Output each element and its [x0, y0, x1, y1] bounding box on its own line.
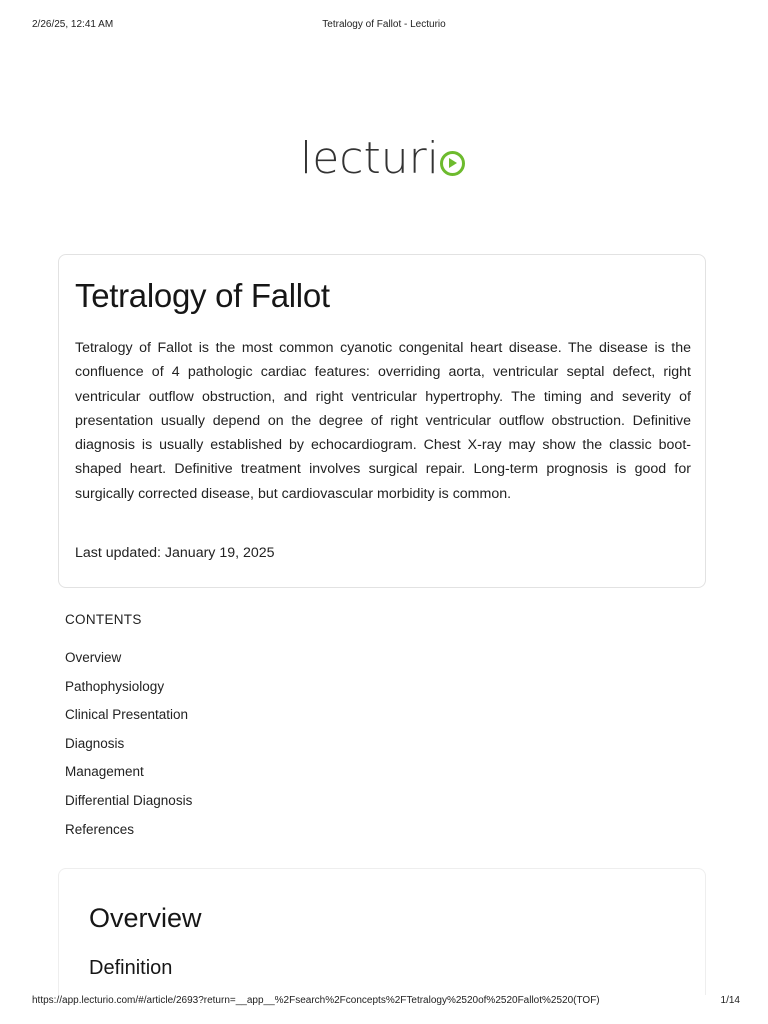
- toc-item-pathophysiology[interactable]: Pathophysiology: [65, 678, 165, 694]
- play-circle-icon: [440, 151, 465, 176]
- toc-item-diagnosis[interactable]: Diagnosis: [65, 735, 125, 751]
- overview-section: [58, 868, 706, 1008]
- toc-item-differential-diagnosis[interactable]: Differential Diagnosis: [65, 792, 193, 808]
- summary-card: [58, 254, 706, 588]
- print-title: Tetralogy of Fallot - Lecturio: [322, 19, 446, 30]
- print-datetime: 2/26/25, 12:41 AM: [32, 19, 114, 30]
- toc-item-references[interactable]: References: [65, 821, 135, 837]
- article-title: Tetralogy of Fallot: [75, 277, 330, 314]
- contents-heading: CONTENTS: [65, 612, 142, 627]
- page-url: https://app.lecturio.com/#/article/2693?return=__app__%2Fsearch%2Fconcepts%2FTetralogy%2520of%2520Fallot%2520(TOF): [32, 995, 600, 1006]
- table-of-contents: [65, 612, 465, 849]
- print-header: [32, 19, 736, 33]
- page-number: 1/14: [720, 995, 740, 1006]
- overview-heading: Overview: [89, 903, 202, 933]
- last-updated: Last updated: January 19, 2025: [75, 545, 275, 561]
- logo-wordmark: lecturi: [300, 133, 439, 184]
- toc-item-overview[interactable]: Overview: [65, 650, 122, 665]
- toc-item-clinical-presentation[interactable]: Clinical Presentation: [65, 707, 189, 723]
- print-footer: [32, 995, 740, 1009]
- definition-heading: Definition: [89, 957, 173, 979]
- toc-item-management[interactable]: Management: [65, 764, 144, 780]
- article-abstract: Tetralogy of Fallot is the most common cyanotic congenital heart disease. The disease is the confluence of 4 pathologic cardiac features: overriding aorta, ventricular septal defect, right ventricular outflow obstruction, and right ventricular hypertrophy. The timing and severity of presentation usually depend on the degree of right ventricular outflow obstruction. Definitive diagnosis is usually established by echocardiogram. Chest X-ray may show the classic boot-shaped heart. Definitive treatment involves surgical repair. Long-term prognosis is good for surgically corrected disease, but cardiovascular morbidity is common.: [75, 340, 691, 502]
- lecturio-logo[interactable]: [300, 134, 490, 184]
